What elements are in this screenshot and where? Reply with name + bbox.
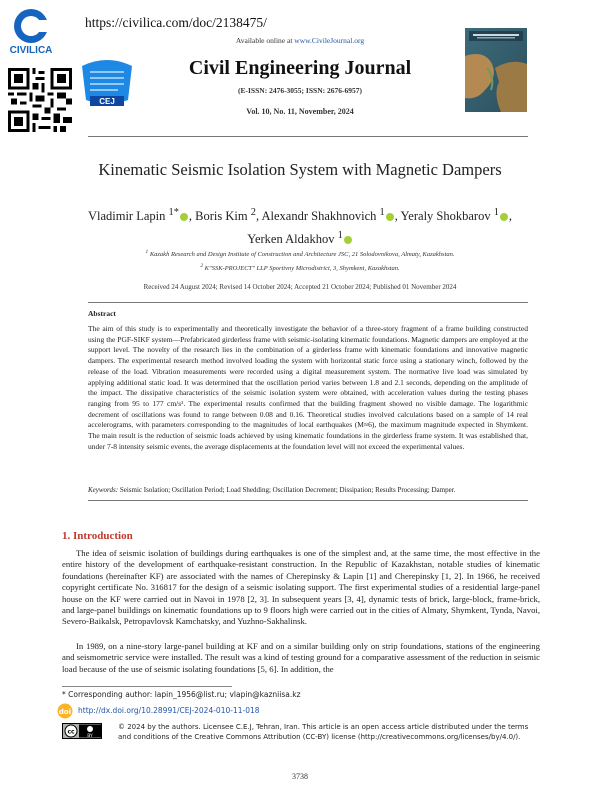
affiliation: $^2$ K"SSK-PROJECT" LLP Sportivny Microdistrict, 3, Shymkent, Kazakhstan. <box>200 263 400 273</box>
header-divider <box>88 136 528 137</box>
author-list <box>60 203 540 249</box>
abstract-heading: Abstract <box>88 309 116 318</box>
corresponding-author: * Corresponding author: lapin_1956@list.ru; vlapin@kazniisa.kz <box>62 690 301 699</box>
orcid-icon[interactable] <box>344 236 352 244</box>
doi-icon <box>57 703 73 719</box>
keywords-label: Keywords: <box>88 486 119 494</box>
civilica-logo <box>4 6 58 56</box>
available-prefix: Available online at <box>235 36 295 45</box>
body-paragraph: The idea of seismic isolation of buildings during earthquakes is one of the simplest and, at the same time, the most effective in the entire history of the development of earthquake-resistant construction. In the Republic of Kazakhstan, notable studies of kinematic foundations (hereinafter KF) are associated with the names of Cherepinsky & Lapin [1] and Cherepinsky [1, 2]. In 1966, he received copyright certificate No. 316817 for the design of a seismic isolating support. The first experimental studies of a residential large-panel house on the KF were carried out in Navoi in 1978 [2, 3]. In subsequent years [3, 4], dynamic tests of brick, large-block, frame-brick, and large-panel buildings on kinematic foundations up to 9 floors high were carried out in the cities of Almaty, Shymkent, Tynda, Navoi, Severo-Baikalsk, Petropavlovsk Kamchatsky, and Yuzhno-Sakhalinsk. <box>62 548 540 627</box>
journal-site-link[interactable]: www.CivileJournal.org <box>294 36 365 45</box>
orcid-icon[interactable] <box>180 213 188 221</box>
body-paragraph: In 1989, on a nine-story large-panel building at KF and on a similar building only on strip foundations, stations of the engineering and seismometric service were installed. The result was a kind of testing ground for a comparative assessment of the reduction in seismic load because of the use of seismic isolating foundations [5, 6]. In addition, the <box>62 641 540 674</box>
issn: (E-ISSN: 2476-3055; ISSN: 2676-6957) <box>238 86 362 95</box>
page-number: 3738 <box>292 772 308 781</box>
affiliation: $^1$ Kazakh Research and Design Institute of Construction and Architecture JSC, 21 Solodovnikova, Almaty, Kazakhstan. <box>145 249 455 259</box>
author: Boris Kim $^2$, <box>195 207 260 224</box>
svg-text:BY: BY <box>87 734 93 739</box>
svg-text:doi: doi <box>58 708 72 716</box>
abstract-divider-top <box>88 302 528 303</box>
cej-logo-text: CEJ <box>99 97 115 106</box>
creative-commons-icon <box>62 723 102 739</box>
keywords <box>88 486 528 494</box>
svg-text:cc: cc <box>67 728 75 736</box>
publication-dates: Received 24 August 2024; Revised 14 October 2024; Accepted 21 October 2024; Published 01 November 2024 <box>143 283 457 291</box>
civilica-logo-text: CIVILICA <box>9 45 53 56</box>
journal-title: Civil Engineering Journal <box>188 57 412 79</box>
license-text: © 2024 by the authors. Licensee C.E.J, Tehran, Iran. This article is an open access article distributed under the terms and conditions of the Creative Commons Attribution (CC-BY) license (http://creativecommons.org/licenses/by/4.0/). <box>118 723 529 741</box>
author: Yeraly Shokbarov $^1$ , <box>400 207 513 224</box>
author: Alexandr Shakhnovich $^1$ , <box>261 207 398 224</box>
volume-info: Vol. 10, No. 11, November, 2024 <box>246 107 354 116</box>
author: Yerken Aldakhov $^1$ <box>247 232 353 246</box>
footnote-divider <box>62 686 232 687</box>
author: Vladimir Lapin $^{1*}$ , <box>87 207 193 224</box>
abstract-divider-bottom <box>88 500 528 501</box>
orcid-icon[interactable] <box>386 213 394 221</box>
journal-cover-image <box>465 28 527 112</box>
orcid-icon[interactable] <box>500 213 508 221</box>
paper-title: Kinematic Seismic Isolation System with Magnetic Dampers <box>98 160 502 179</box>
abstract-text: The aim of this study is to experimentally and theoretically investigate the behavior of a three-story fragment of a frame building constructed using the PGF-SIKF system—Prefabricated girderless frame with seismic-isolating kinematic foundations. Magnetic dampers are employed at the support level. The novelty of the research lies in the combination of a girderless frame with kinematic foundations and innovative magnetic dampers. The experimental research method involved loading the system with horizontal static force using a stationary winch, followed by the release of the load. Vibration measurements were recorded using a digital measurement system. The normative live load was simulated by applying additional static load. It was determined that the oscillation period varies between 1.8 and 2.1 seconds, depending on the amplitude of the impact. The dissipative characteristics of the seismic isolation system were obtained, with acceleration values during the testing phases ranging from 95 to 177 cm/s². The experimental results confirmed that the building fragment showed no visible damage. The logarithmic decrement of oscillations was found to range between 0.08 and 0.16. Theoretical studies involved calculations based on a sample of 14 real accelerograms, with parameters corresponding to the magnitudes of local earthquakes (M≈6), the maximum magnitude expected in Shymkent. The main result is the reduction of seismic loads achieved by using kinematic foundations in the girderless frame system. It was established that, under 7-8 intensity seismic events, the average displacements at the foundation level will not exceed the experimental values. <box>88 324 528 451</box>
section-heading-introduction: 1. Introduction <box>62 530 133 542</box>
keywords-list: Seismic Isolation; Oscillation Period; Load Shedding; Oscillation Decrement; Dissipation; Results Processing; Damper. <box>119 486 456 494</box>
site-url[interactable]: https://civilica.com/doc/2138475/ <box>85 15 267 30</box>
doi-link[interactable]: http://dx.doi.org/10.28991/CEJ-2024-010-11-018 <box>78 706 260 715</box>
